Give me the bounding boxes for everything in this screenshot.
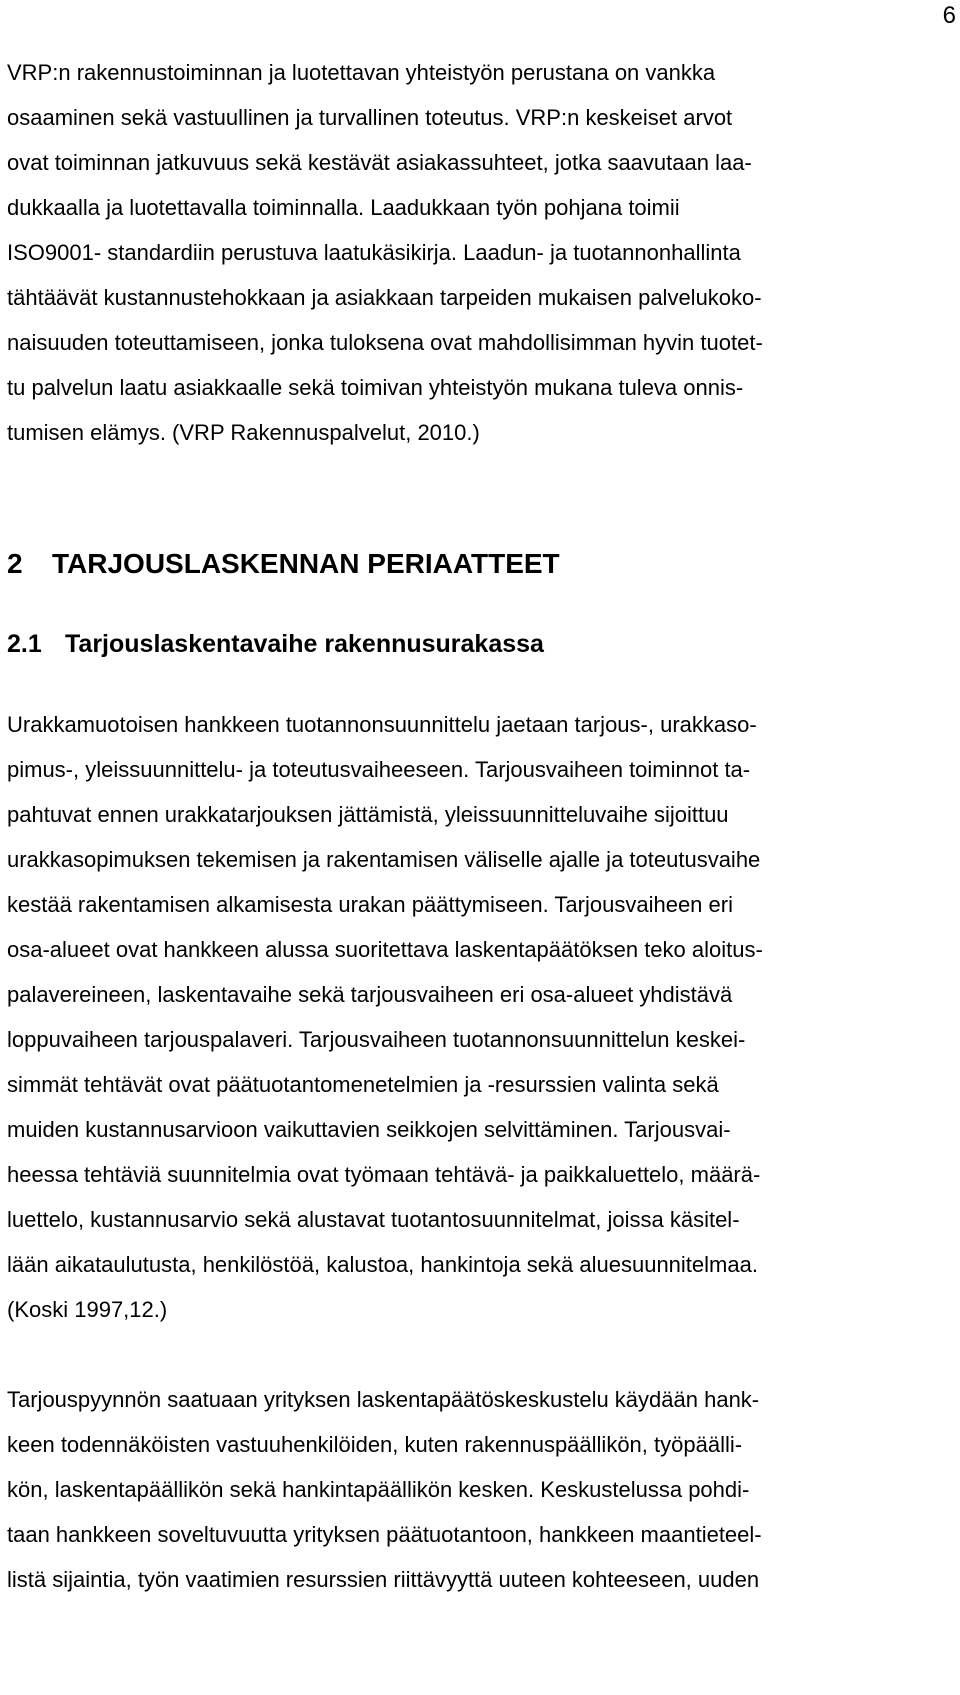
text-line: ISO9001- standardiin perustuva laatukäsikirja. Laadun- ja tuotannonhallinta xyxy=(7,240,741,265)
text-line: VRP:n rakennustoiminnan ja luotettavan yhteistyön perustana on vankka xyxy=(7,60,716,85)
text-line: naisuuden toteuttamiseen, jonka tuloksena ovat mahdollisimman hyvin tuotet- xyxy=(7,330,763,355)
text-line: ovat toiminnan jatkuvuus sekä kestävät asiakassuhteet, jotka saavutaan laa- xyxy=(7,150,752,175)
text-line: loppuvaiheen tarjouspalaveri. Tarjousvaiheen tuotannonsuunnittelun keskei- xyxy=(7,1027,746,1052)
text-line: muiden kustannusarvioon vaikuttavien seikkojen selvittäminen. Tarjousvai- xyxy=(7,1117,731,1142)
text-line: palavereineen, laskentavaihe sekä tarjousvaiheen eri osa-alueet yhdistävä xyxy=(7,982,733,1007)
text-line: urakkasopimuksen tekemisen ja rakentamisen väliselle ajalle ja toteutusvaihe xyxy=(7,847,761,872)
text-line: pahtuvat ennen urakkatarjouksen jättämistä, yleissuunnitteluvaihe sijoittuu xyxy=(7,802,729,827)
text-line: kestää rakentamisen alkamisesta urakan päättymiseen. Tarjousvaiheen eri xyxy=(7,892,733,917)
paragraph-vrp-quality xyxy=(7,50,951,455)
text-line: luettelo, kustannusarvio sekä alustavat tuotantosuunnitelmat, joissa käsitel- xyxy=(7,1207,740,1232)
text-line: Tarjouspyynnön saatuaan yrityksen laskentapäätöskeskustelu käydään hank- xyxy=(7,1387,760,1412)
section-number: 2.1 xyxy=(7,630,42,658)
text-line: tähtäävät kustannustehokkaan ja asiakkaan tarpeiden mukaisen palvelukoko- xyxy=(7,285,762,310)
document-body xyxy=(7,0,951,1602)
section-heading xyxy=(7,626,951,662)
text-line: (Koski 1997,12.) xyxy=(7,1297,168,1322)
chapter-heading xyxy=(7,544,951,584)
text-line: simmät tehtävät ovat päätuotantomenetelmien ja -resurssien valinta sekä xyxy=(7,1072,719,1097)
text-line: dukkaalla ja luotettavalla toiminnalla. Laadukkaan työn pohjana toimii xyxy=(7,195,680,220)
paragraph-production-planning xyxy=(7,702,951,1332)
text-line: kön, laskentapäällikön sekä hankintapäällikön kesken. Keskustelussa pohdi- xyxy=(7,1477,750,1502)
section-title: Tarjouslaskentavaihe rakennusurakassa xyxy=(65,630,544,658)
chapter-number: 2 xyxy=(7,548,23,579)
text-line: lään aikataulutusta, henkilöstöä, kalustoa, hankintoja sekä aluesuunnitelmaa. xyxy=(7,1252,758,1277)
page-number: 6 xyxy=(942,2,956,29)
text-line: taan hankkeen soveltuvuutta yrityksen päätuotantoon, hankkeen maantieteel- xyxy=(7,1522,762,1547)
chapter-title: TARJOUSLASKENNAN PERIAATTEET xyxy=(52,548,560,579)
text-line: tumisen elämys. (VRP Rakennuspalvelut, 2010.) xyxy=(7,420,480,445)
text-line: osaaminen sekä vastuullinen ja turvallinen toteutus. VRP:n keskeiset arvot xyxy=(7,105,733,130)
text-line: listä sijaintia, työn vaatimien resurssien riittävyyttä uuteen kohteeseen, uuden xyxy=(7,1567,760,1592)
text-line: Urakkamuotoisen hankkeen tuotannonsuunnittelu jaetaan tarjous-, urakkaso- xyxy=(7,712,757,737)
paragraph-tender-decision xyxy=(7,1377,951,1602)
text-line: osa-alueet ovat hankkeen alussa suoritettava laskentapäätöksen teko aloitus- xyxy=(7,937,763,962)
text-line: pimus-, yleissuunnittelu- ja toteutusvaiheeseen. Tarjousvaiheen toiminnot ta- xyxy=(7,757,751,782)
text-line: tu palvelun laatu asiakkaalle sekä toimivan yhteistyön mukana tuleva onnis- xyxy=(7,375,744,400)
text-line: keen todennäköisten vastuuhenkilöiden, kuten rakennuspäällikön, työpäälli- xyxy=(7,1432,743,1457)
text-line: heessa tehtäviä suunnitelmia ovat työmaan tehtävä- ja paikkaluettelo, määrä- xyxy=(7,1162,761,1187)
